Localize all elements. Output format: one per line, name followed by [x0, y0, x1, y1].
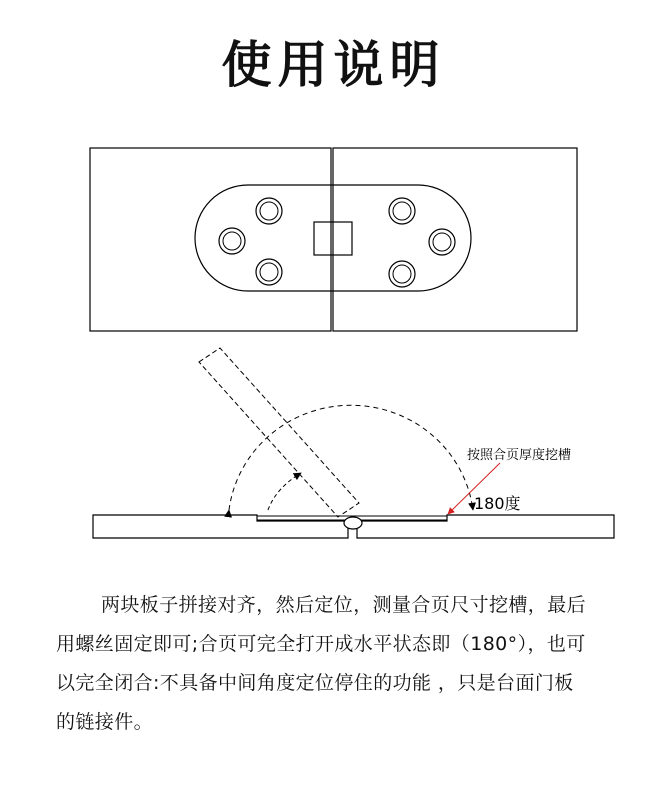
screw-holes-right — [389, 198, 455, 287]
screw-hole-inner — [260, 202, 278, 220]
screw-hole-inner — [393, 202, 411, 220]
left-board-top-view — [90, 148, 331, 331]
groove-callout-label: 按照合页厚度挖槽 — [467, 448, 572, 463]
side-view — [93, 348, 614, 538]
screw-hole-inner — [433, 233, 451, 251]
screw-holes-left — [219, 198, 282, 285]
screw-hole-inner — [223, 232, 241, 250]
rotation-arc-180 — [229, 405, 473, 510]
right-board-side-view — [357, 515, 614, 538]
instruction-line: 以完全闭合:不具备中间角度定位停住的功能 ，只是台面门板 — [56, 672, 574, 694]
left-board-side-view — [93, 515, 348, 538]
instruction-line: 的链接件。 — [56, 711, 154, 733]
instruction-line: 用螺丝固定即可;合页可完全打开成水平状态即（180°），也可 — [56, 633, 586, 655]
angle-label: 180度 — [474, 494, 521, 513]
instruction-text — [56, 586, 631, 742]
top-view — [90, 148, 577, 331]
screw-hole-inner — [260, 263, 278, 281]
screw-hole-inner — [393, 265, 411, 283]
page-title: 使用说明 — [221, 36, 446, 94]
instruction-line: 两块板子拼接对齐，然后定位，测量合页尺寸挖槽，最后 — [101, 594, 587, 616]
hinge-knuckle-side — [344, 517, 362, 529]
rotation-arc-small — [268, 473, 301, 510]
